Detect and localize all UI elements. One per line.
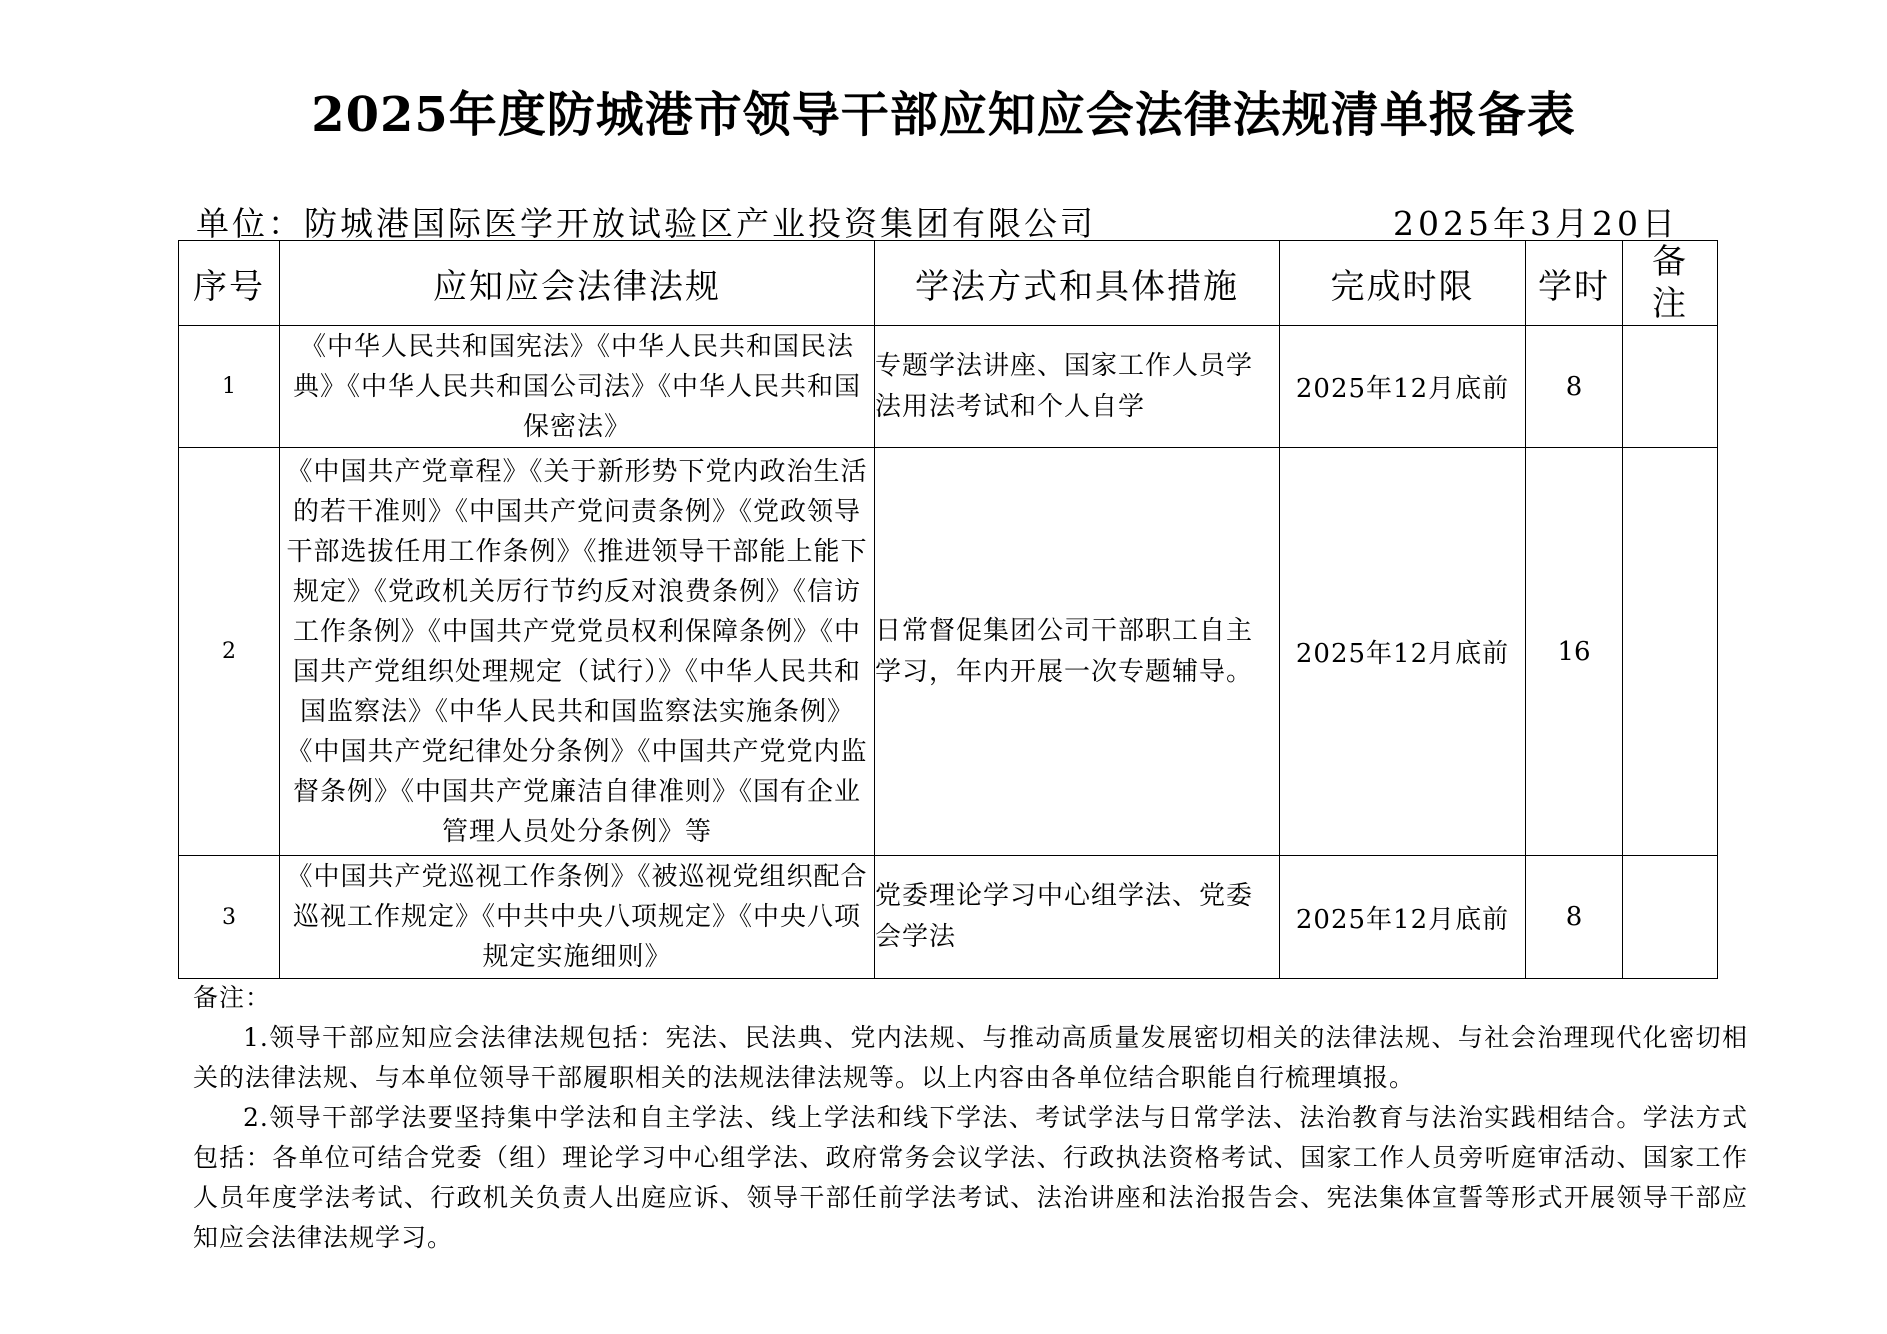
row-hours: 8 [1526,856,1623,979]
header-remark-text: 备注 [1651,242,1688,324]
table-row [179,448,1718,856]
table-row [179,326,1718,448]
row-remark [1623,326,1718,448]
row-laws: 《中国共产党章程》《关于新形势下党内政治生活的若干准则》《中国共产党问责条例》《党政领导干部选拔任用工作条例》《推进领导干部能上能下规定》《党政机关厉行节约反对浪费条例》《信访工作条例》《中国共产党党员权利保障条例》《中国共产党组织处理规定（试行）》《中华人民共和国监察法》《中华人民共和国监察法实施条例》《中国共产党纪律处分条例》《中国共产党党内监督条例》《中国共产党廉洁自律准则》《国有企业管理人员处分条例》等 [280,448,875,856]
page-title: 2025年度防城港市领导干部应知应会法律法规清单报备表 [311,87,1576,143]
row-method-cell [875,856,1280,979]
header-method: 学法方式和具体措施 [875,241,1280,326]
row-hours: 8 [1526,326,1623,448]
row-deadline: 2025年12月底前 [1280,856,1526,979]
header-hours: 学时 [1526,241,1623,326]
row-method-cell [875,326,1280,448]
row-method: 专题学法讲座、国家工作人员学法用法考试和个人自学 [875,350,1254,422]
unit-line: 单位：防城港国际医学开放试验区产业投资集团有限公司 [196,204,1096,243]
row-method-cell [875,448,1280,856]
row-deadline: 2025年12月底前 [1280,326,1526,448]
regulations-table [178,240,1718,979]
header-remark [1623,241,1718,326]
table-header-row [179,241,1718,326]
row-deadline: 2025年12月底前 [1280,448,1526,856]
table-row [179,856,1718,979]
row-laws: 《中国共产党巡视工作条例》《被巡视党组织配合巡视工作规定》《中共中央八项规定》《中央八项规定实施细则》 [280,856,875,979]
notes-label: 备注： [193,983,272,1012]
report-date: 2025年3月20日 [1393,204,1679,243]
row-remark [1623,448,1718,856]
row-no: 2 [179,448,280,856]
row-laws: 《中华人民共和国宪法》《中华人民共和国民法典》《中华人民共和国公司法》《中华人民共和国保密法》 [280,326,875,448]
header-no: 序号 [179,241,280,326]
header-laws: 应知应会法律法规 [280,241,875,326]
note-item: 2.领导干部学法要坚持集中学法和自主学法、线上学法和线下学法、考试学法与日常学法、法治教育与法治实践相结合。学法方式包括：各单位可结合党委（组）理论学习中心组学法、政府常务会议学法、行政执法资格考试、国家工作人员旁听庭审活动、国家工作人员年度学法考试、行政机关负责人出庭应诉、领导干部任前学法考试、法治讲座和法治报告会、宪法集体宣誓等形式开展领导干部应知应会法律法规学习。 [193,1103,1748,1252]
note-item: 1.领导干部应知应会法律法规包括：宪法、民法典、党内法规、与推动高质量发展密切相关的法律法规、与社会治理现代化密切相关的法律法规、与本单位领导干部履职相关的法规法律法规等。以上内容由各单位结合职能自行梳理填报。 [193,1023,1748,1092]
row-remark [1623,856,1718,979]
header-deadline: 完成时限 [1280,241,1526,326]
row-no: 3 [179,856,280,979]
row-hours: 16 [1526,448,1623,856]
row-method: 党委理论学习中心组学法、党委会学法 [875,881,1254,952]
row-no: 1 [179,326,280,448]
row-method: 日常督促集团公司干部职工自主学习，年内开展一次专题辅导。 [875,615,1254,687]
notes-section [193,978,1748,1258]
